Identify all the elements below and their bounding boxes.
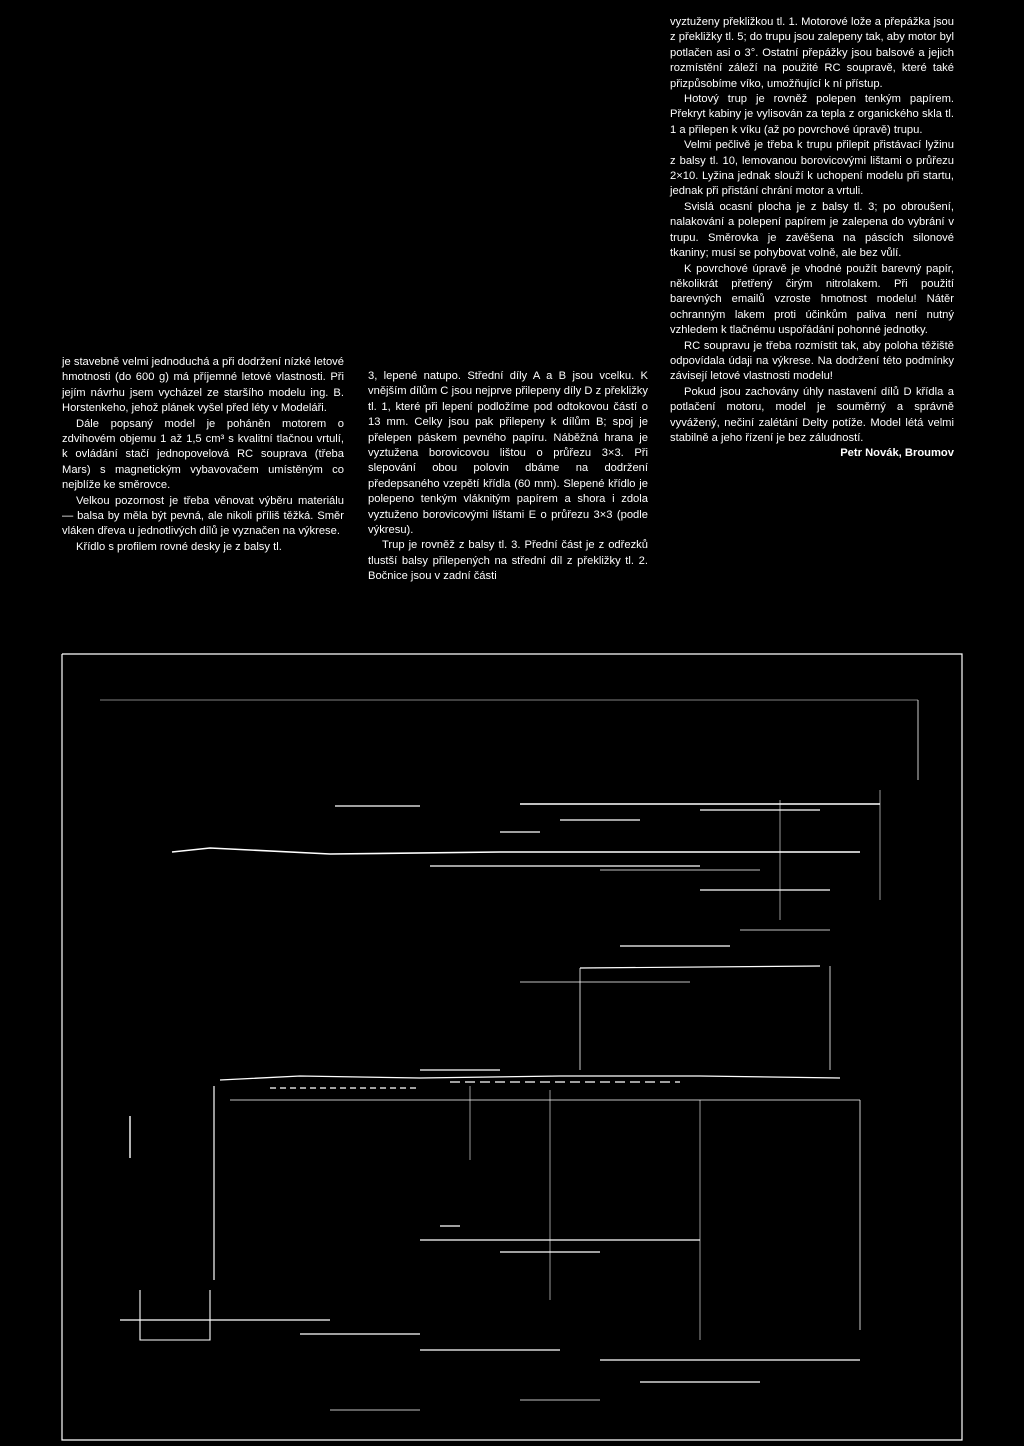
paragraph: Pokud jsou zachovány úhly nastavení dílů D křídla a potlačení motoru, model je souměrný a správně vyvážený, nečiní zalétání Delty potíže. Model létá velmi stabilně a jeho řízení je bez záludností.	[670, 385, 954, 444]
paragraph: Dále popsaný model je poháněn motorem o zdvihovém objemu 1 až 1,5 cm³ s kvalitní tlačnou vrtulí, k ovládání stačí jednopovelová RC souprava (třeba Mars) s magnetickým vybavovačem umístěným co nejblíže ke směrovce.	[62, 417, 344, 492]
paragraph: 3, lepené natupo. Střední díly A a B jsou vcelku. K vnějším dílům C jsou nejprve přilepeny díly D z překližky tl. 1, které při lepení podložíme pod odtokovou částí o 13 mm. Celky jsou pak přilepeny k dílům B; spoj je přelepen páskem pevného papíru. Náběžná hrana je vyztužena borovicovou lištou o průřezu 3×3. Při slepování obou polovin dbáme na dodržení předepsaného vzepětí křídla (60 mm). Slepené křídlo je polepeno tenkým vláknitým papírem a shora i zdola vyztuženo borovicovými lištami E o průřezu 3×3 (podle výkresu).	[368, 370, 648, 537]
text-column-1	[62, 355, 344, 555]
paragraph: Velkou pozornost je třeba věnovat výběru materiálu — balsa by měla být pevná, ale nikoli příliš těžká. Směr vláken dřeva u jednotlivých dílů je vyznačen na výkrese.	[62, 494, 344, 538]
paragraph: Hotový trup je rovněž polepen tenkým papírem. Překryt kabiny je vylisován za tepla z organického skla tl. 1 a přilepen k víku (až po povrchové úpravě) trupu.	[670, 93, 954, 136]
technical-drawing	[0, 640, 1024, 1446]
paragraph: Svislá ocasní plocha je z balsy tl. 3; po obroušení, nalakování a polepení papírem je zalepena do vybrání v trupu. Směrovka je zavěšena na páscích silonové tkaniny; musí se pohybovat volně, ale bez vůlí.	[670, 200, 954, 260]
paragraph: Trup je rovněž z balsy tl. 3. Přední část je z odřezků tlustší balsy přilepených na střední díl z překližky tl. 2. Bočnice jsou v zadní části	[368, 539, 648, 583]
paragraph: Křídlo s profilem rovné desky je z balsy tl.	[76, 540, 282, 553]
paragraph: vyztuženy překližkou tl. 1. Motorové lože a přepážka jsou z překližky tl. 5; do trupu jsou zalepeny tak, aby motor byl potlačen asi o 3°. Ostatní přepážky jsou balsové a jejich rozmístění záleží na použité RC soupravě, které také přizpůsobíme víko, umožňující k ní přístup.	[670, 16, 954, 90]
text-column-2	[368, 369, 648, 585]
paragraph: Velmi pečlivě je třeba k trupu přilepit přistávací lyžinu z balsy tl. 10, lemovanou borovicovými lištami o průřezu 2×10. Lyžina jednak slouží k uchopení modelu při startu, jednak při přistání chrání motor a vrtuli.	[670, 139, 954, 198]
drawing-line	[140, 1290, 210, 1340]
drawing-line	[220, 1076, 840, 1080]
author-signature: Petr Novák, Broumov	[840, 447, 954, 460]
drawing-line	[172, 848, 860, 854]
text-column-3	[670, 15, 954, 462]
paragraph: je stavebně velmi jednoduchá a při dodržení nízké letové hmotnosti (do 600 g) má příjemné letové vlastnosti. Při jejím návrhu jsem vycházel ze staršího modelu ing. B. Horstenkeho, jehož plánek vyšel před léty v Modeláři.	[62, 356, 344, 415]
frame-line	[62, 654, 962, 1440]
paragraph: RC soupravu je třeba rozmístit tak, aby poloha těžiště odpovídala údaji na výkrese. Na dodržení této podmínky závisejí letové vlastnosti modelu!	[670, 339, 954, 383]
paragraph: K povrchové úpravě je vhodné použít barevný papír, několikrát přetřený čirým nitrolakem. Při použití barevných emailů vzroste hmotnost modelu! Nátěr ochranným lakem proti účinkům paliva není nutný vzhledem k tlačnému uspořádání pohonné jednotky.	[670, 262, 954, 337]
drawing-line	[580, 966, 820, 968]
